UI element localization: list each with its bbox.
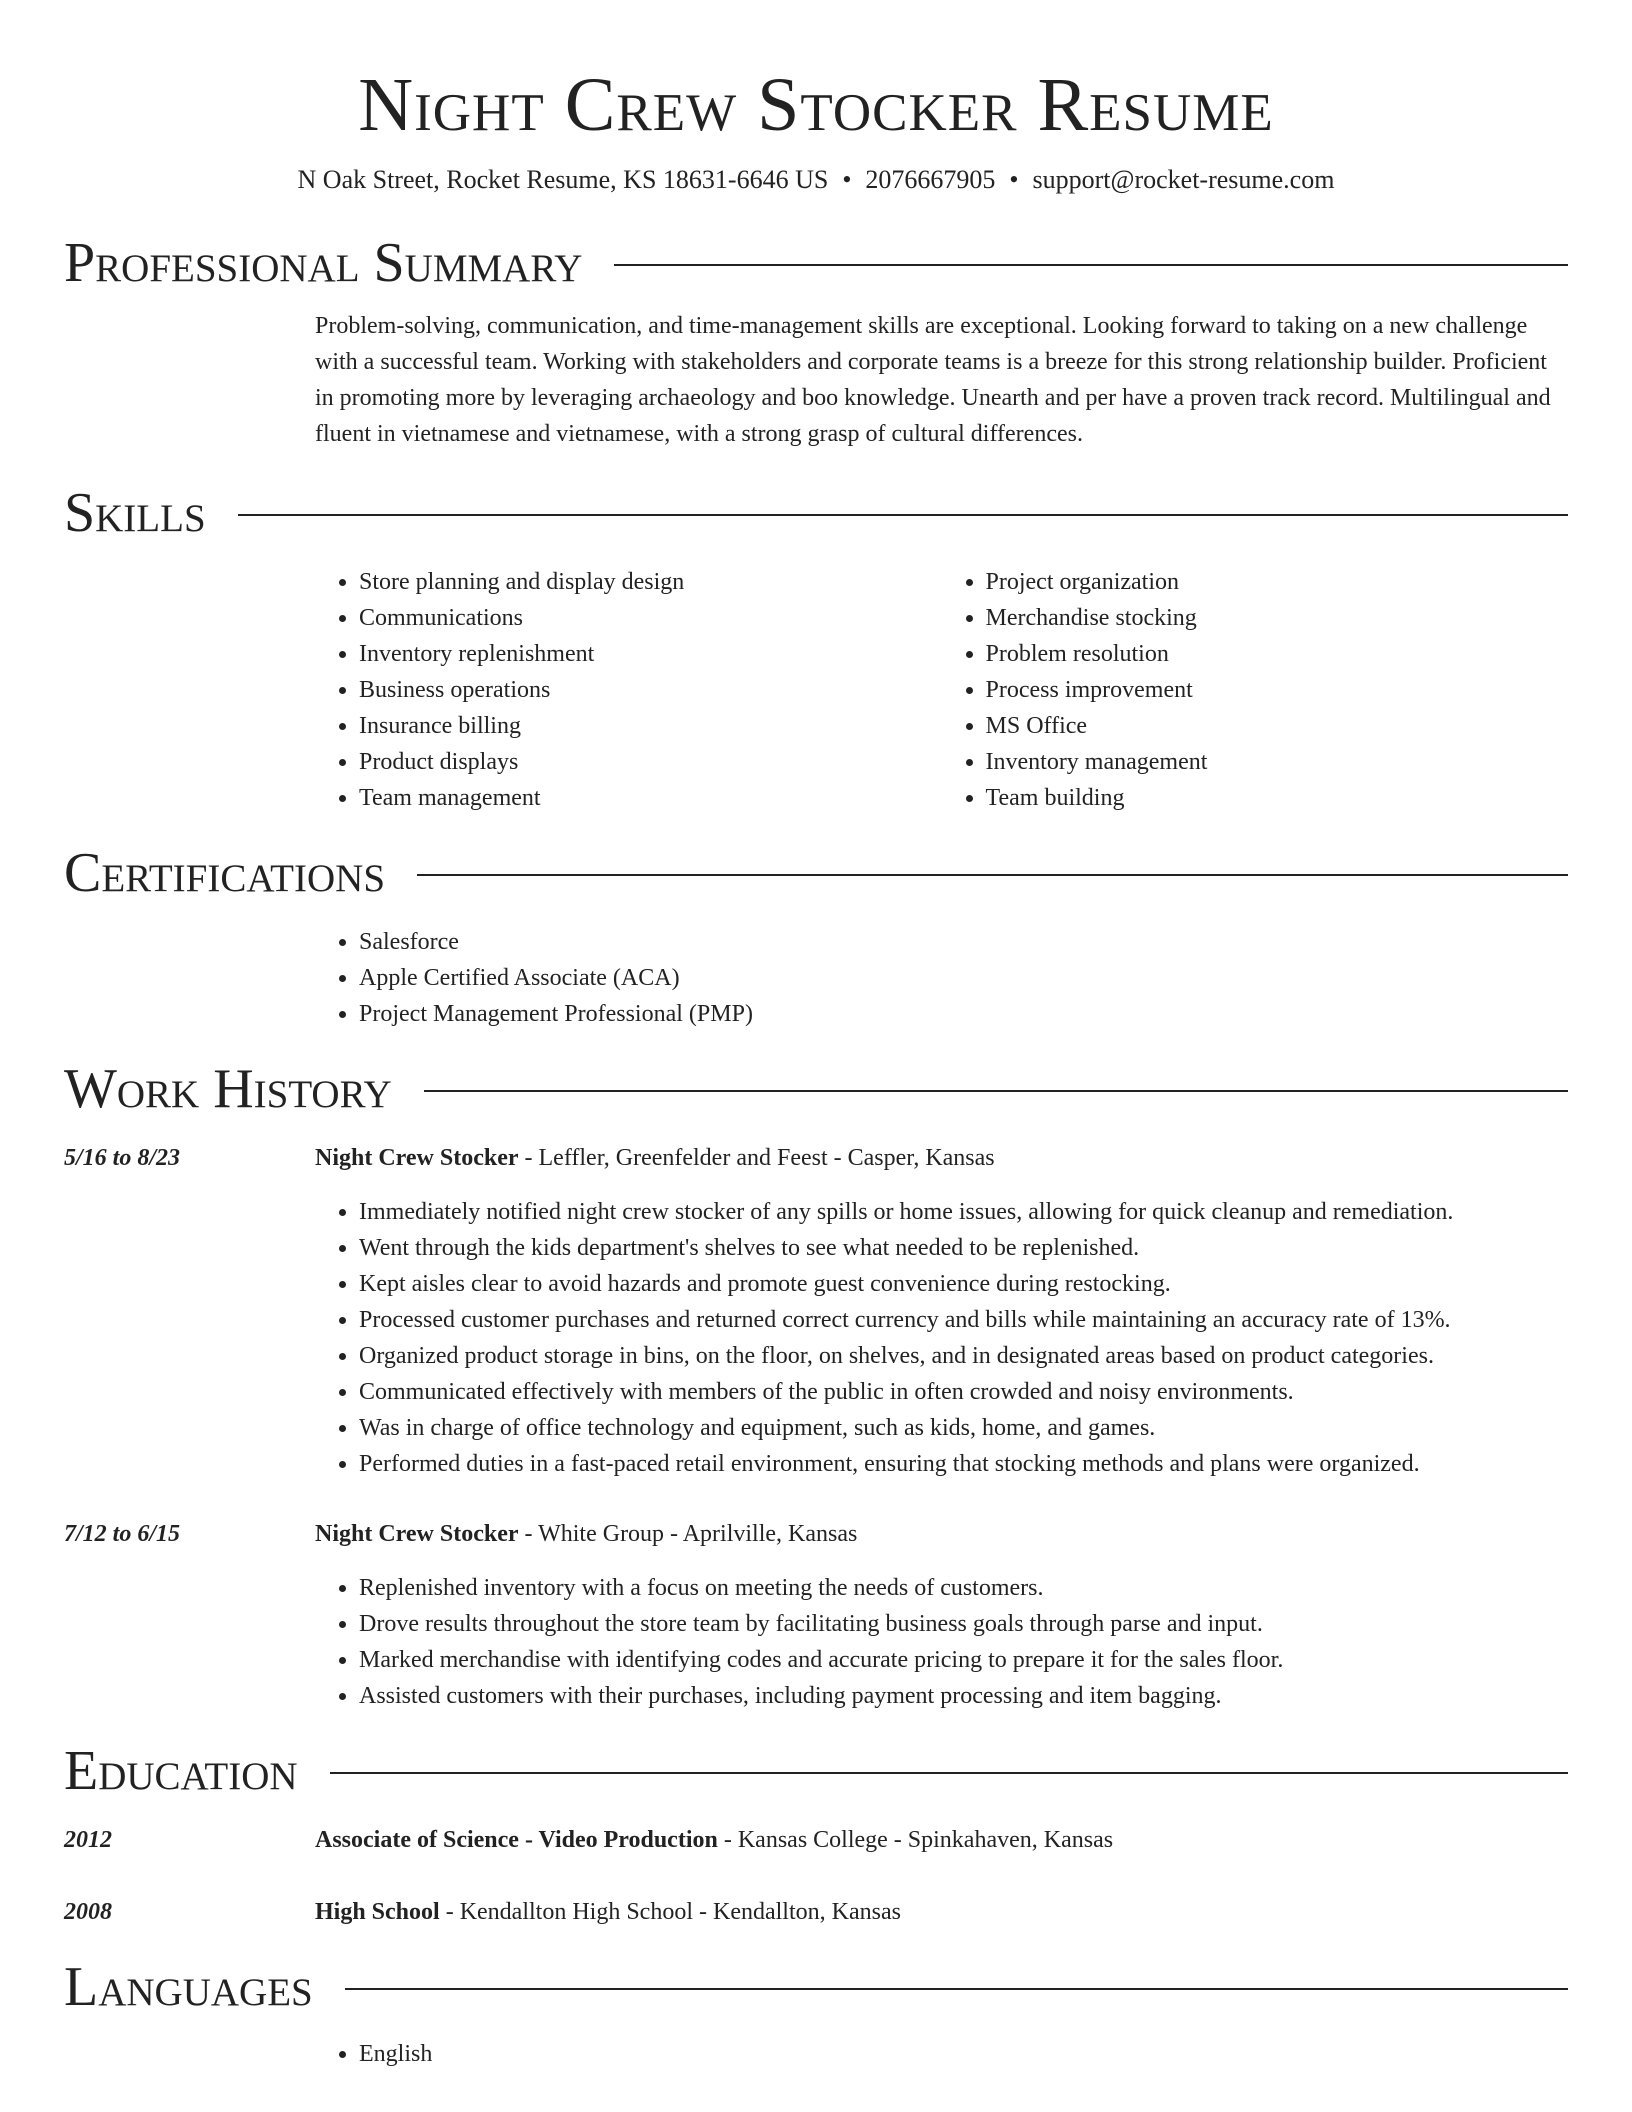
job-bullets — [315, 1570, 1568, 1714]
school-info: - Kansas College - Spinkahaven, Kansas — [717, 1827, 1114, 1853]
job-bullet: • Went through the kids department's shelves to see what needed to be replenished. — [359, 1230, 1568, 1266]
resume-title: Night Crew Stocker Resume — [358, 63, 1274, 147]
job-details — [315, 1516, 1568, 1714]
skill-item: • Problem resolution — [986, 636, 1569, 672]
job-employer: - White Group - Aprilville, Kansas — [518, 1521, 858, 1547]
job-employer: - Leffler, Greenfelder and Feest - Casper, Kansas — [518, 1145, 995, 1171]
job-bullet: • Immediately notified night crew stocker of any spills or home issues, allowing for quick cleanup and remediation. — [359, 1194, 1568, 1230]
job-bullet: • Marked merchandise with identifying codes and accurate pricing to prepare it for the sales floor. — [359, 1642, 1568, 1678]
skill-item: • Insurance billing — [359, 708, 942, 744]
section-title: Professional Summary — [64, 232, 583, 294]
section-divider — [417, 874, 1568, 876]
section-title: Certifications — [64, 842, 386, 904]
job-dates: 7/12 to 6/15 — [64, 1521, 181, 1547]
contact-separator: • — [1009, 165, 1019, 194]
job-title: Night Crew Stocker — [315, 1521, 519, 1547]
certification-item: • Project Management Professional (PMP) — [359, 996, 1568, 1032]
summary-section — [64, 228, 1568, 452]
skill-item: • Merchandise stocking — [986, 600, 1569, 636]
job-heading — [315, 1140, 1568, 1176]
section-header — [64, 478, 1568, 548]
languages-body — [315, 2036, 1568, 2072]
skill-item: • Store planning and display design — [359, 564, 942, 600]
job-heading — [315, 1516, 1568, 1552]
section-header — [64, 1054, 1568, 1124]
skill-item: • Inventory management — [986, 744, 1569, 780]
degree-title: Associate of Science - Video Production — [315, 1827, 718, 1853]
job-entry — [64, 1516, 1568, 1714]
certifications-list — [315, 924, 1568, 1032]
section-divider — [345, 1988, 1568, 1990]
job-bullet: • Communicated effectively with members of the public in often crowded and noisy environments. — [359, 1374, 1568, 1410]
certifications-section — [64, 838, 1568, 1032]
job-bullet: • Kept aisles clear to avoid hazards and promote guest convenience during restocking. — [359, 1266, 1568, 1302]
certifications-body — [315, 924, 1568, 1032]
summary-body — [315, 308, 1568, 452]
skills-list-left — [315, 564, 942, 816]
resume-page — [64, 0, 1568, 2072]
section-header — [64, 1736, 1568, 1806]
skill-item: • Team management — [359, 780, 942, 816]
section-title: Work History — [64, 1058, 392, 1120]
skills-list-right — [942, 564, 1569, 816]
skill-item: • Communications — [359, 600, 942, 636]
summary-text: Problem-solving, communication, and time-management skills are exceptional. Looking forward to taking on a new challenge with a successful team. Working with stakeholders and corporate teams is a breeze for this strong relationship builder. Proficient in promoting more by leveraging archaeology and boo knowledge. Unearth and per have a proven track record. Multilingual and fluent in vietnamese and vietnamese, with a strong grasp of cultural differences. — [315, 313, 1551, 447]
skill-item: • Product displays — [359, 744, 942, 780]
job-bullet: • Drove results throughout the store team by facilitating business goals through parse and input. — [359, 1606, 1568, 1642]
section-header — [64, 838, 1568, 908]
education-heading — [315, 1822, 1568, 1858]
section-divider — [424, 1090, 1568, 1092]
education-details — [315, 1894, 1568, 1930]
contact-separator: • — [842, 165, 852, 194]
skill-item: • Project organization — [986, 564, 1569, 600]
education-year: 2012 — [64, 1827, 112, 1853]
section-divider — [614, 264, 1568, 266]
job-bullets — [315, 1194, 1568, 1482]
contact-phone: 2076667905 — [865, 165, 996, 194]
job-bullet: • Processed customer purchases and returned correct currency and bills while maintaining an accuracy rate of 13%. — [359, 1302, 1568, 1338]
section-divider — [330, 1772, 1568, 1774]
work-history-section — [64, 1054, 1568, 1714]
skill-item: • Process improvement — [986, 672, 1569, 708]
contact-email: support@rocket-resume.com — [1032, 165, 1335, 194]
section-title: Education — [64, 1740, 298, 1802]
education-heading — [315, 1894, 1568, 1930]
education-entry — [64, 1894, 1568, 1930]
certification-item: • Salesforce — [359, 924, 1568, 960]
skill-item: • MS Office — [986, 708, 1569, 744]
skills-section — [64, 478, 1568, 816]
skill-item: • Team building — [986, 780, 1569, 816]
job-title: Night Crew Stocker — [315, 1145, 519, 1171]
job-bullet: • Organized product storage in bins, on the floor, on shelves, and in designated areas based on product categories. — [359, 1338, 1568, 1374]
languages-list — [315, 2036, 1568, 2072]
education-details — [315, 1822, 1568, 1858]
job-bullet: • Was in charge of office technology and equipment, such as kids, home, and games. — [359, 1410, 1568, 1446]
contact-address: N Oak Street, Rocket Resume, KS 18631-6646 US — [297, 165, 829, 194]
job-entry — [64, 1140, 1568, 1482]
education-entry — [64, 1822, 1568, 1858]
job-details — [315, 1140, 1568, 1482]
job-bullet: • Assisted customers with their purchases, including payment processing and item bagging. — [359, 1678, 1568, 1714]
skill-item: • Business operations — [359, 672, 942, 708]
contact-line — [64, 162, 1568, 198]
skills-grid — [315, 564, 1568, 816]
section-title: Languages — [64, 1956, 313, 2018]
job-bullet: • Performed duties in a fast-paced retail environment, ensuring that stocking methods and plans were organized. — [359, 1446, 1568, 1482]
language-item: • English — [359, 2036, 1568, 2072]
certification-item: • Apple Certified Associate (ACA) — [359, 960, 1568, 996]
education-year: 2008 — [64, 1899, 112, 1925]
section-divider — [238, 514, 1568, 516]
job-dates: 5/16 to 8/23 — [64, 1145, 181, 1171]
job-bullet: • Replenished inventory with a focus on meeting the needs of customers. — [359, 1570, 1568, 1606]
section-title: Skills — [64, 482, 206, 544]
skill-item: • Inventory replenishment — [359, 636, 942, 672]
degree-title: High School — [315, 1899, 440, 1925]
section-header — [64, 228, 1568, 298]
school-info: - Kendallton High School - Kendallton, Kansas — [439, 1899, 901, 1925]
education-section — [64, 1736, 1568, 1930]
languages-section — [64, 1952, 1568, 2072]
section-header — [64, 1952, 1568, 2022]
